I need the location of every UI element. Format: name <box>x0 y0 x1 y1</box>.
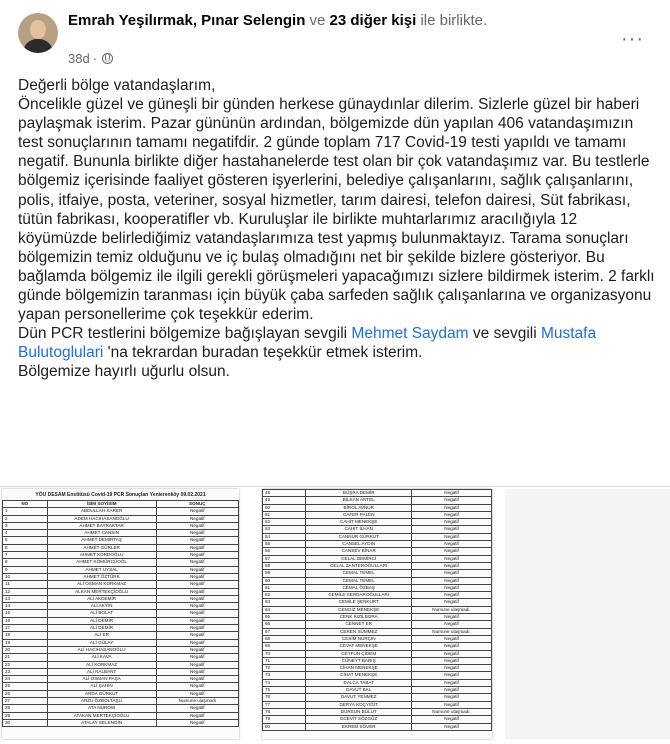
cell-result: Negatif <box>156 639 238 646</box>
table-row <box>3 588 239 595</box>
cell-result: Negatif <box>412 562 492 569</box>
results-document-left <box>2 489 239 739</box>
cell-result: Negatif <box>412 526 492 533</box>
results-table-left <box>2 500 239 727</box>
cell-no: 3 <box>3 522 48 529</box>
table-row <box>3 632 239 639</box>
cell-no: 70 <box>263 650 306 657</box>
cell-result: Negatif <box>156 573 238 580</box>
post-meta <box>68 51 113 66</box>
table-row <box>263 592 492 599</box>
cell-no: 52 <box>263 519 306 526</box>
cell-name: ALİ OSMAN PAŞA <box>47 676 156 683</box>
cell-result: Negatif <box>156 654 238 661</box>
cell-no: 29 <box>3 712 48 719</box>
cell-name: CANSEL AYDIN <box>306 541 412 548</box>
cell-no: 74 <box>263 679 306 686</box>
cell-no: 72 <box>263 665 306 672</box>
cell-no: 28 <box>3 705 48 712</box>
cell-name: AHMET UYSAL <box>47 566 156 573</box>
cell-result: Negatif <box>412 548 492 555</box>
cell-result: Negatif <box>156 705 238 712</box>
table-row <box>3 552 239 559</box>
cell-no: 8 <box>3 559 48 566</box>
cell-no: 5 <box>3 537 48 544</box>
cell-result: Negatif <box>412 657 492 664</box>
cell-no: 26 <box>3 690 48 697</box>
cell-result: Negatif <box>156 581 238 588</box>
cell-no: 50 <box>263 504 306 511</box>
cell-result: Negatif <box>156 544 238 551</box>
cell-result: Negatif <box>412 650 492 657</box>
cell-name: CELAL ZANTEROĞULLARI <box>306 562 412 569</box>
cell-result: Negatif <box>156 683 238 690</box>
cell-result: Negatif <box>156 617 238 624</box>
cell-result: Negatif <box>156 515 238 522</box>
avatar[interactable] <box>18 13 58 53</box>
cell-result: Negatif <box>156 552 238 559</box>
cell-name: AHMET CANSIN <box>47 530 156 537</box>
table-row <box>3 508 239 515</box>
cell-no: 55 <box>263 541 306 548</box>
table-row <box>3 639 239 646</box>
document-title: YÖU DESAM Enstitüsü Covid-19 PCR Sonuçları Yenierenköy 09.02.2021 <box>35 492 206 498</box>
cell-name: CENNET ER <box>306 621 412 628</box>
table-row <box>3 698 239 705</box>
table-row <box>263 490 492 497</box>
cell-name: CEMAL TEMEL <box>306 570 412 577</box>
cell-no: 71 <box>263 657 306 664</box>
cell-no: 61 <box>263 584 306 591</box>
globe-icon <box>102 53 113 64</box>
thanks-text-end: 'na tekrardan buradan teşekkür etmek isterim. <box>107 344 423 362</box>
post-header <box>18 8 658 68</box>
author-separator: , <box>192 12 197 29</box>
cell-no: 6 <box>3 544 48 551</box>
table-row <box>3 515 239 522</box>
cell-name: ALİ DEMİR <box>47 617 156 624</box>
cell-no: 12 <box>3 588 48 595</box>
cell-result: Negatif <box>156 522 238 529</box>
table-row <box>263 533 492 540</box>
cell-no: 1 <box>3 508 48 515</box>
table-row <box>263 657 492 664</box>
others-link[interactable]: 23 diğer kişi <box>329 12 417 29</box>
cell-name: CEYFUN ÇİDEM <box>306 650 412 657</box>
cell-name: CESİM NURÇIN <box>306 635 412 642</box>
cell-no: 66 <box>263 621 306 628</box>
table-row <box>263 708 492 715</box>
greeting-paragraph: Değerli bölge vatandaşlarım, <box>18 77 216 94</box>
table-row <box>263 584 492 591</box>
cell-name: ALİ KORKMAZ <box>47 661 156 668</box>
table-row <box>263 694 492 701</box>
thanks-text-start: Dün PCR testlerini bölgemize bağışlayan sevgili <box>18 325 348 343</box>
cell-no: 80 <box>263 723 306 730</box>
cell-name: ALKAN MERTEKÇİOĞLU <box>47 588 156 595</box>
cell-result: Negatif <box>412 511 492 518</box>
cell-result: Negatif <box>156 588 238 595</box>
table-row <box>263 723 492 730</box>
closing-paragraph: Bölgemize hayırlı uğurlu olsun. <box>18 363 230 381</box>
cell-name: ALİ HACIHASANOĞLU <box>47 646 156 653</box>
cell-name: BİROL AVNUR <box>306 504 412 511</box>
cell-name: ALİ BOLAT <box>47 610 156 617</box>
table-row <box>263 599 492 606</box>
cell-name: ATAKAN MERTEKÇİOĞLU <box>47 712 156 719</box>
cell-name: ABDULLAH KARER <box>47 508 156 515</box>
post-photo[interactable] <box>0 486 670 744</box>
table-row <box>263 570 492 577</box>
cell-no: 65 <box>263 614 306 621</box>
cell-result: Negatif <box>156 646 238 653</box>
table-row <box>263 577 492 584</box>
cell-result: Negatif <box>412 497 492 504</box>
cell-result: Negatif <box>412 621 492 628</box>
table-row <box>263 716 492 723</box>
conjunction-text: ve <box>309 12 326 29</box>
cell-result: Negatif <box>412 490 492 497</box>
body-paragraph: Öncelikle güzel ve güneşli bir günden herkese günaydınlar dilerim. Sizlerle güzel bir haberi paylaşmak isterim. Pazar gününün ardından, bölgemizde dün yapılan 406 vatandaşımızın test sonuçlarının tamamı negatifdir. 2 günde toplam 717 Covid-19 testi yapıldı ve tamamı negatif. Bununla birlikte diğer hastahanelerde test olan bir çok vatandaşımız var. Bu testlerle bölgemiz içerisinde faaliyet gösteren işyerlerini, belediye çalışanlarını, sağlık çalışanlarını, polis, itfaiye, posta, veteriner, sosyal hizmetler, tarım dairesi, telefon dairesi, Süt fabrikası, tütün fabrikası, kooperatifler vb. Kuruluşlar ile birlikte muhtarlarımız aracılığıyla 12 köyümüzde belirlediğimiz vatandaşlarımıza test yapmış bulunmaktayız. Tarama sonuçları bölgemizin temiz olduğunu ve iç bulaş olmadığını net bir şekilde bizlere gösteriyor. Bu bağlamda bölgemiz ile ilgili gerekli görüşmeleri yapacağımızı sizlere bildirmek isterim. 2 farklı günde bölgemizin taranması için büyük çaba sarfeden sağlık çalışanlarına ve organizasyonu yapan personellerime çok teşekkür ederim. <box>18 96 655 324</box>
author-line <box>68 11 628 30</box>
cell-no: 73 <box>263 672 306 679</box>
post-text <box>18 76 658 382</box>
cell-no: 64 <box>263 606 306 613</box>
cell-result: Negatif <box>412 687 492 694</box>
cell-name: CENK KIZILBORA <box>306 614 412 621</box>
thanks-paragraph <box>18 324 658 362</box>
cell-result: Negatif <box>412 599 492 606</box>
cell-name: AHMET DEMİRTAŞ <box>47 537 156 544</box>
cell-result: Negatif <box>412 592 492 599</box>
cell-no: 10 <box>3 573 48 580</box>
cell-result: Negatif <box>156 610 238 617</box>
cell-no: 21 <box>3 654 48 661</box>
cell-result: Negatif <box>412 555 492 562</box>
table-header-row <box>3 501 239 508</box>
table-row <box>263 701 492 708</box>
cell-no: 23 <box>3 668 48 675</box>
table-row <box>263 548 492 555</box>
cell-result: Negatif <box>156 632 238 639</box>
cell-result: Negatif <box>156 566 238 573</box>
results-table-right <box>262 489 492 731</box>
cell-name: ATA NUROW <box>47 705 156 712</box>
cell-name: ALİ OSMAN KORKMAZ <box>47 581 156 588</box>
table-row <box>263 635 492 642</box>
table-row <box>3 654 239 661</box>
cell-no: 54 <box>263 533 306 540</box>
cell-result: Negatif <box>156 719 238 726</box>
table-row <box>263 650 492 657</box>
cell-result: Negatif <box>412 716 492 723</box>
table-row <box>3 705 239 712</box>
cell-result: Negatif <box>412 672 492 679</box>
cell-no: 57 <box>263 555 306 562</box>
cell-no: 19 <box>3 639 48 646</box>
cell-name: ATALAY SELENGİN <box>47 719 156 726</box>
cell-result: Negatif <box>156 668 238 675</box>
cell-result: Negatif <box>156 625 238 632</box>
cell-no: 27 <box>3 698 48 705</box>
table-row <box>263 497 492 504</box>
cell-result: Negatif <box>412 665 492 672</box>
table-row <box>3 676 239 683</box>
table-row <box>3 530 239 537</box>
cell-result: Negatif <box>156 595 238 602</box>
cell-no: 7 <box>3 552 48 559</box>
cell-name: EKREM SÖVER <box>306 723 412 730</box>
avatar-body <box>23 39 53 53</box>
table-row <box>3 581 239 588</box>
cell-name: ECEVİT SÖZGÜZ <box>306 716 412 723</box>
table-row <box>263 519 492 526</box>
cell-result: Negatif <box>412 635 492 642</box>
cell-name: CAHİT İLHAN <box>306 526 412 533</box>
cell-name: CÜNEYT BARIŞ <box>306 657 412 664</box>
cell-result: Negatif <box>156 508 238 515</box>
cell-no: 77 <box>263 701 306 708</box>
table-row <box>3 522 239 529</box>
cell-name: CANNUR GÜRKUT <box>306 533 412 540</box>
cell-result: Numune ulaşmadı. <box>412 606 492 613</box>
cell-result: Numune ulaşmadı <box>156 698 238 705</box>
table-row <box>3 668 239 675</box>
cell-name: CAFER PALEN <box>306 511 412 518</box>
cell-no: 4 <box>3 530 48 537</box>
cell-name: AHMET ÖZTÜRK <box>47 573 156 580</box>
cell-name: DAVUT YENMEZ <box>306 694 412 701</box>
with-text: ile birlikte. <box>420 12 488 29</box>
cell-name: ARZU ÖZBOLTAŞLI <box>47 698 156 705</box>
table-row <box>3 559 239 566</box>
cell-no: 14 <box>3 603 48 610</box>
table-row <box>3 573 239 580</box>
cell-name: DALCA TABAT <box>306 679 412 686</box>
cell-name: ALİ ŞAHİN <box>47 683 156 690</box>
cell-no: 49 <box>263 497 306 504</box>
table-row <box>263 621 492 628</box>
table-row <box>263 679 492 686</box>
cell-name: ALİ DEMİR <box>47 625 156 632</box>
cell-result: Negatif <box>412 570 492 577</box>
cell-name: DERYA KOÇYİĞİT <box>306 701 412 708</box>
more-options-button[interactable]: ··· <box>621 28 644 50</box>
cell-name: AHMET KORDOĞLU <box>47 552 156 559</box>
cell-no: 20 <box>3 646 48 653</box>
cell-no: 25 <box>3 683 48 690</box>
table-row <box>263 526 492 533</box>
cell-result: Negatif <box>412 577 492 584</box>
cell-no: 79 <box>263 716 306 723</box>
cell-result: Numune ulaşmadı. <box>412 708 492 715</box>
cell-no: 58 <box>263 562 306 569</box>
cell-name: CEREN SÜMMEZ <box>306 628 412 635</box>
cell-result: Negatif <box>412 614 492 621</box>
table-row <box>3 661 239 668</box>
cell-name: ALİ AKYIN <box>47 603 156 610</box>
table-row <box>3 646 239 653</box>
cell-name: BÜŞRA DEMİR <box>306 490 412 497</box>
table-row <box>3 719 239 726</box>
cell-no: 63 <box>263 599 306 606</box>
cell-name: ALİ KAVA <box>47 654 156 661</box>
table-row <box>263 687 492 694</box>
table-row <box>263 643 492 650</box>
table-row <box>3 595 239 602</box>
cell-result: Negatif <box>412 701 492 708</box>
cell-name: CEVAT MENEKŞE <box>306 643 412 650</box>
cell-result: Negatif <box>156 676 238 683</box>
table-row <box>3 617 239 624</box>
table-row <box>263 628 492 635</box>
author-link-1[interactable]: Emrah Yeşilırmak <box>68 12 193 29</box>
meta-dot: · <box>92 51 98 66</box>
cell-result: Negatif <box>412 541 492 548</box>
cell-name: CANSEV BİNAR <box>306 548 412 555</box>
cell-no: 18 <box>3 632 48 639</box>
cell-no: 51 <box>263 511 306 518</box>
cell-name: DAVUT BAL <box>306 687 412 694</box>
cell-no: 53 <box>263 526 306 533</box>
table-row <box>263 665 492 672</box>
cell-no: 56 <box>263 548 306 555</box>
table-row <box>3 625 239 632</box>
cell-name: BİLKAN ANTEL <box>306 497 412 504</box>
cell-name: ALİ ER <box>47 632 156 639</box>
cell-no: 68 <box>263 635 306 642</box>
cell-name: CELAL DEMİRCİ <box>306 555 412 562</box>
table-row <box>263 606 492 613</box>
cell-name: ALİ GÜLAY <box>47 639 156 646</box>
cell-no: 75 <box>263 687 306 694</box>
table-row <box>263 555 492 562</box>
cell-result: Negatif <box>156 530 238 537</box>
cell-no: 69 <box>263 643 306 650</box>
cell-name: CİHAN MENEKŞE <box>306 665 412 672</box>
cell-no: 24 <box>3 676 48 683</box>
cell-no: 30 <box>3 719 48 726</box>
cell-name: CEMAL TEMEL <box>306 577 412 584</box>
cell-result: Negatif <box>412 643 492 650</box>
cell-no: 59 <box>263 570 306 577</box>
photo-background <box>505 489 670 739</box>
cell-name: CENGİZ MENEKŞE <box>306 606 412 613</box>
cell-result: Negatif <box>412 584 492 591</box>
table-row <box>3 544 239 551</box>
table-row <box>3 566 239 573</box>
table-row <box>263 672 492 679</box>
cell-result: Numune ulaşmadı. <box>412 628 492 635</box>
results-document-right <box>262 489 492 739</box>
cell-no: 13 <box>3 595 48 602</box>
cell-result: Negatif <box>412 723 492 730</box>
author-link-2[interactable]: Pınar Selengin <box>201 12 306 29</box>
cell-result: Negatif <box>156 603 238 610</box>
cell-result: Negatif <box>156 712 238 719</box>
cell-name: AHMET GÜRLER <box>47 544 156 551</box>
cell-result: Negatif <box>156 661 238 668</box>
table-row <box>3 683 239 690</box>
header-result: SONUÇ <box>156 501 238 508</box>
cell-no: 2 <box>3 515 48 522</box>
table-row <box>263 541 492 548</box>
cell-no: 22 <box>3 661 48 668</box>
header-no: NO <box>3 501 48 508</box>
cell-no: 15 <box>3 610 48 617</box>
mention-link-1[interactable]: Mehmet Saydam <box>351 325 469 343</box>
cell-result: Negatif <box>156 537 238 544</box>
thanks-text-mid: ve sevgili <box>472 325 537 343</box>
cell-result: Negatif <box>412 533 492 540</box>
table-row <box>3 537 239 544</box>
cell-name: ALİ AKDEMİR <box>47 595 156 602</box>
table-row <box>263 511 492 518</box>
cell-no: 67 <box>263 628 306 635</box>
cell-name: ADEM HACIHASANOĞLU <box>47 515 156 522</box>
cell-name: CİHAT MENEKŞE <box>306 672 412 679</box>
mention-link-2[interactable]: Mustafa Bulutoglulari <box>18 325 597 362</box>
cell-no: 60 <box>263 577 306 584</box>
table-row <box>3 690 239 697</box>
table-row <box>263 562 492 569</box>
cell-no: 62 <box>263 592 306 599</box>
table-row <box>263 504 492 511</box>
cell-name: ARDA GÜRKUT <box>47 690 156 697</box>
cell-name: CAHİT MENEKŞE <box>306 519 412 526</box>
cell-result: Negatif <box>412 519 492 526</box>
cell-no: 17 <box>3 625 48 632</box>
table-row <box>3 712 239 719</box>
table-row <box>3 603 239 610</box>
table-row <box>3 610 239 617</box>
cell-no: 16 <box>3 617 48 624</box>
table-row <box>263 614 492 621</box>
cell-name: ALİ NALBANT <box>47 668 156 675</box>
cell-result: Negatif <box>412 679 492 686</box>
cell-no: 76 <box>263 694 306 701</box>
cell-no: 9 <box>3 566 48 573</box>
timestamp-link[interactable]: 38d <box>68 51 90 66</box>
cell-name: CEMİLE SERDAROĞULLARI <box>306 592 412 599</box>
cell-no: 48 <box>263 490 306 497</box>
cell-result: Negatif <box>412 504 492 511</box>
cell-result: Negatif <box>412 694 492 701</box>
cell-name: AHMET KÖMÜRCÜOĞL <box>47 559 156 566</box>
cell-name: AHMET BAYRAKTAR <box>47 522 156 529</box>
cell-no: 78 <box>263 708 306 715</box>
cell-result: Negatif <box>156 690 238 697</box>
cell-no: 11 <box>3 581 48 588</box>
cell-name: DURSUN BULUT <box>306 708 412 715</box>
header-name: İSİM SOYİSİM <box>47 501 156 508</box>
avatar-head <box>30 20 46 39</box>
cell-result: Negatif <box>156 559 238 566</box>
cell-name: CEMİLE ŞENKURT <box>306 599 412 606</box>
cell-name: CEMAL ÖZBAŞ <box>306 584 412 591</box>
